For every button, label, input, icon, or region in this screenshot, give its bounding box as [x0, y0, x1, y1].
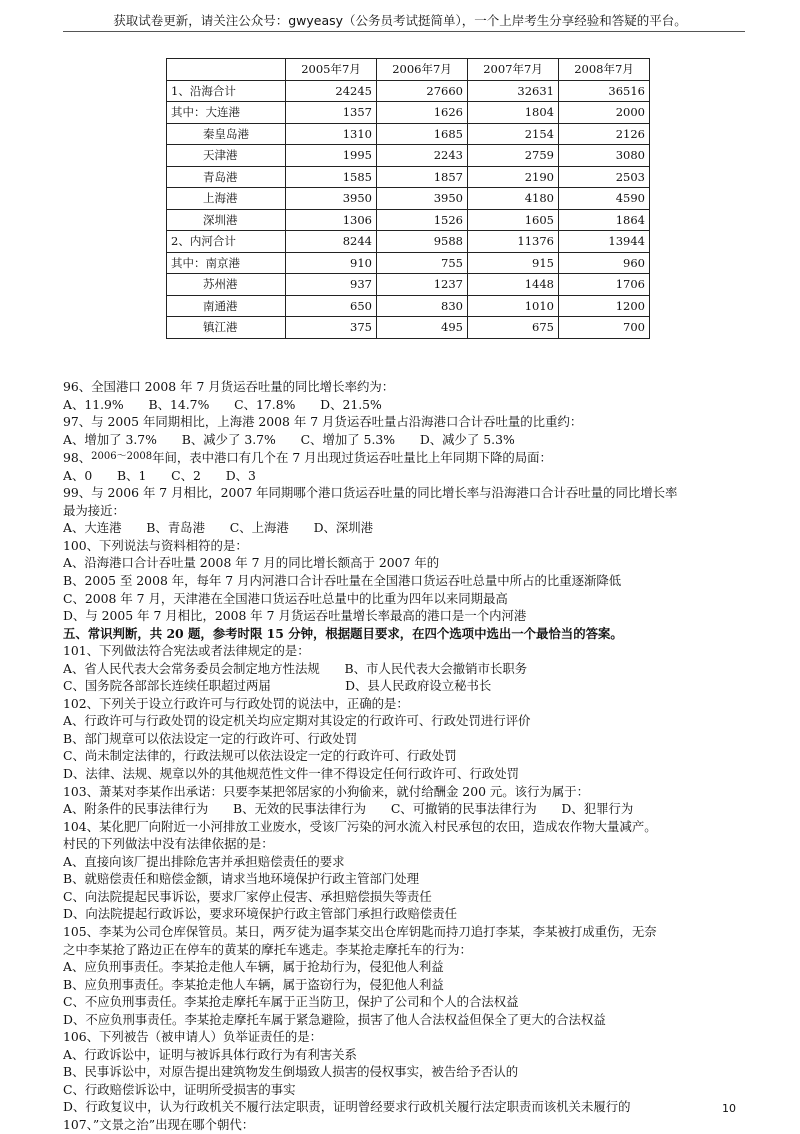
text-line: 村民的下列做法中没有法律依据的是：: [63, 836, 274, 852]
port-name: 镇江港: [167, 317, 286, 339]
text-line: C、不应负刑事责任。李某抢走摩托车属于正当防卫，保护了公司和个人的合法权益: [63, 994, 519, 1010]
port-name: 天津港: [167, 145, 286, 167]
throughput-value: 3950: [377, 188, 468, 210]
text-line: A、0 B、1 C、2 D、3: [63, 467, 256, 483]
table-row: [167, 252, 650, 274]
throughput-value: 1864: [559, 209, 650, 231]
text-line: A、省人民代表大会常务委员会制定地方性法规 B、市人民代表大会撤销市长职务: [63, 660, 528, 676]
throughput-value: 1200: [559, 295, 650, 317]
question-98: [63, 448, 753, 467]
text-line: 97、与 2005 年同期相比，上海港 2008 年 7 月货运吞吐量占沿海港口合计吞吐量的比重约：: [63, 414, 583, 430]
throughput-value: 937: [286, 274, 377, 296]
question-text: 年间，表中港口有几个在 7 月出现过货运吞吐量比上年同期下降的局面：: [152, 450, 552, 466]
throughput-value: 830: [377, 295, 468, 317]
throughput-value: 2503: [559, 166, 650, 188]
column-header: 2006年7月: [377, 59, 468, 81]
table-row: [167, 188, 650, 210]
throughput-value: 1306: [286, 209, 377, 231]
throughput-value: 1995: [286, 145, 377, 167]
throughput-value: 13944: [559, 231, 650, 253]
throughput-value: 3080: [559, 145, 650, 167]
port-name: 苏州港: [167, 274, 286, 296]
table-row: [167, 123, 650, 145]
table-row: [167, 274, 650, 296]
page-header: 获取试卷更新，请关注公众号：gwyeasy（公务员考试挺简单），一个上岸考生分享经验和答疑的平台。: [113, 13, 687, 28]
port-name: 上海港: [167, 188, 286, 210]
port-name: 青岛港: [167, 166, 286, 188]
throughput-value: 2243: [377, 145, 468, 167]
table-header-row: [167, 59, 650, 81]
port-throughput-table: [166, 58, 650, 339]
port-name: 深圳港: [167, 209, 286, 231]
throughput-value: 650: [286, 295, 377, 317]
text-line: 107、”文景之治”出现在哪个朝代：: [63, 1116, 255, 1132]
header-divider: [63, 31, 745, 32]
throughput-value: 700: [559, 317, 650, 339]
throughput-value: 27660: [377, 80, 468, 102]
text-line: C、向法院提起民事诉讼，要求厂家停止侵害、承担赔偿损失等责任: [63, 888, 432, 904]
port-name: 其中：南京港: [167, 252, 286, 274]
throughput-value: 910: [286, 252, 377, 274]
table-row: [167, 209, 650, 231]
table-row: [167, 102, 650, 124]
throughput-value: 960: [559, 252, 650, 274]
throughput-value: 36516: [559, 80, 650, 102]
throughput-value: 1310: [286, 123, 377, 145]
throughput-value: 1237: [377, 274, 468, 296]
text-line: A、行政许可与行政处罚的设定机关均应定期对其设定的行政许可、行政处罚进行评价: [63, 713, 531, 729]
section-heading: 五、常识判断，共 20 题，参考时限 15 分钟，根据题目要求，在四个选项中选出一个最恰当的答案。: [63, 625, 623, 641]
text-line: D、法律、法规、规章以外的其他规范性文件一律不得设定任何行政许可、行政处罚: [63, 766, 519, 782]
text-line: C、国务院各部部长连续任职超过两届 D、县人民政府设立秘书长: [63, 678, 492, 694]
text-line: 100、下列说法与资料相符的是：: [63, 537, 248, 553]
throughput-value: 24245: [286, 80, 377, 102]
throughput-value: 495: [377, 317, 468, 339]
throughput-value: 1448: [468, 274, 559, 296]
throughput-value: 2154: [468, 123, 559, 145]
throughput-value: 4180: [468, 188, 559, 210]
text-line: B、就赔偿责任和赔偿金额，请求当地环境保护行政主管部门处理: [63, 871, 420, 887]
throughput-value: 32631: [468, 80, 559, 102]
text-line: B、部门规章可以依法设定一定的行政许可、行政处罚: [63, 730, 358, 746]
text-line: D、向法院提起行政诉讼，要求环境保护行政主管部门承担行政赔偿责任: [63, 906, 458, 922]
text-line: D、与 2005 年 7 月相比，2008 年 7 月货运吞吐量增长率最高的港口是一个内河港: [63, 608, 527, 624]
table-row: [167, 166, 650, 188]
text-line: B、2005 至 2008 年，每年 7 月内河港口合计吞吐量在全国港口货运吞吐总量中所占的比重逐渐降低: [63, 573, 622, 589]
port-name: 南通港: [167, 295, 286, 317]
column-header: 2005年7月: [286, 59, 377, 81]
throughput-value: 2126: [559, 123, 650, 145]
text-line: A、应负刑事责任。李某抢走他人车辆，属于抢劫行为，侵犯他人利益: [63, 959, 444, 975]
throughput-value: 11376: [468, 231, 559, 253]
text-line: 104、某化肥厂向附近一小河排放工业废水，受该厂污染的河水流入村民承包的农田，造成农作物大量减产。: [63, 818, 657, 834]
text-line: A、附条件的民事法律行为 B、无效的民事法律行为 C、可撤销的民事法律行为 D、犯罪行为: [63, 801, 634, 817]
text-line: 106、下列被告（被申请人）负举证责任的是：: [63, 1029, 323, 1045]
text-line: A、大连港 B、青岛港 C、上海港 D、深圳港: [63, 520, 374, 536]
page-number: 10: [722, 1102, 736, 1115]
text-line: A、行政诉讼中，证明与被诉具体行政行为有利害关系: [63, 1046, 357, 1062]
text-line: D、行政复议中，认为行政机关不履行法定职责，证明曾经要求行政机关履行法定职责而该机关未履行的: [63, 1099, 631, 1115]
text-line: B、民事诉讼中，对原告提出建筑物发生倒塌致人损害的侵权事实，被告给予否认的: [63, 1064, 519, 1080]
text-line: 103、萧某对李某作出承诺：只要李某把邻居家的小狗偷来，就付给酬金 200 元。该行为属于：: [63, 783, 590, 799]
throughput-value: 1685: [377, 123, 468, 145]
throughput-value: 755: [377, 252, 468, 274]
column-header: [167, 59, 286, 81]
table-row: [167, 295, 650, 317]
throughput-value: 1357: [286, 102, 377, 124]
text-line: 101、下列做法符合宪法或者法律规定的是：: [63, 643, 310, 659]
column-header: 2008年7月: [559, 59, 650, 81]
text-line: A、沿海港口合计吞吐量 2008 年 7 月的同比增长额高于 2007 年的: [63, 555, 440, 571]
text-line: 102、下列关于设立行政许可与行政处罚的说法中，正确的是：: [63, 695, 409, 711]
text-line: A、增加了 3.7% B、减少了 3.7% C、增加了 5.3% D、减少了 5.3%: [63, 431, 515, 447]
throughput-value: 1857: [377, 166, 468, 188]
throughput-value: 375: [286, 317, 377, 339]
throughput-value: 9588: [377, 231, 468, 253]
text-line: 之中李某抢了路边正在停车的黄某的摩托车逃走。李某抢走摩托车的行为：: [63, 941, 472, 957]
throughput-value: 1706: [559, 274, 650, 296]
text-line: B、应负刑事责任。李某抢走他人车辆，属于盗窃行为，侵犯他人利益: [63, 976, 444, 992]
throughput-value: 915: [468, 252, 559, 274]
port-name: 其中：大连港: [167, 102, 286, 124]
text-line: C、尚未制定法律的，行政法规可以依法设定一定的行政许可、行政处罚: [63, 748, 457, 764]
throughput-value: 2000: [559, 102, 650, 124]
throughput-value: 1585: [286, 166, 377, 188]
column-header: 2007年7月: [468, 59, 559, 81]
question-number: 98、: [63, 450, 92, 466]
text-line: C、2008 年 7 月，天津港在全国港口货运吞吐总量中的比重为四年以来同期最高: [63, 590, 508, 606]
throughput-value: 8244: [286, 231, 377, 253]
throughput-value: 3950: [286, 188, 377, 210]
text-line: 96、全国港口 2008 年 7 月货运吞吐量的同比增长率约为：: [63, 379, 395, 394]
text-line: D、不应负刑事责任。李某抢走摩托车属于紧急避险，损害了他人合法权益但保全了更大的合法权益: [63, 1011, 606, 1027]
table-row: [167, 231, 650, 253]
throughput-value: 1626: [377, 102, 468, 124]
year-range: 2006～2008: [91, 451, 153, 463]
port-name: 2、内河合计: [167, 231, 286, 253]
text-line: 99、与 2006 年 7 月相比，2007 年同期哪个港口货运吞吐量的同比增长率与沿海港口合计吞吐量的同比增长率: [63, 485, 678, 501]
throughput-value: 1010: [468, 295, 559, 317]
throughput-value: 675: [468, 317, 559, 339]
question-text: [63, 378, 753, 1134]
text-line: A、直接向该厂提出排除危害并承担赔偿责任的要求: [63, 853, 345, 869]
text-line: A、11.9% B、14.7% C、17.8% D、21.5%: [63, 396, 382, 412]
throughput-value: 1605: [468, 209, 559, 231]
port-name: 秦皇岛港: [167, 123, 286, 145]
text-line: 105、李某为公司仓库保管员。某日，两歹徒为逼李某交出仓库钥匙而持刀追打李某，李某被打成重伤，无奈: [63, 923, 657, 939]
throughput-value: 4590: [559, 188, 650, 210]
table-row: [167, 80, 650, 102]
table-row: [167, 145, 650, 167]
throughput-value: 2190: [468, 166, 559, 188]
port-name: 1、沿海合计: [167, 80, 286, 102]
throughput-value: 2759: [468, 145, 559, 167]
throughput-value: 1526: [377, 209, 468, 231]
text-line: 最为接近：: [63, 502, 125, 518]
table-row: [167, 317, 650, 339]
throughput-value: 1804: [468, 102, 559, 124]
text-line: C、行政赔偿诉讼中，证明所受损害的事实: [63, 1081, 296, 1097]
